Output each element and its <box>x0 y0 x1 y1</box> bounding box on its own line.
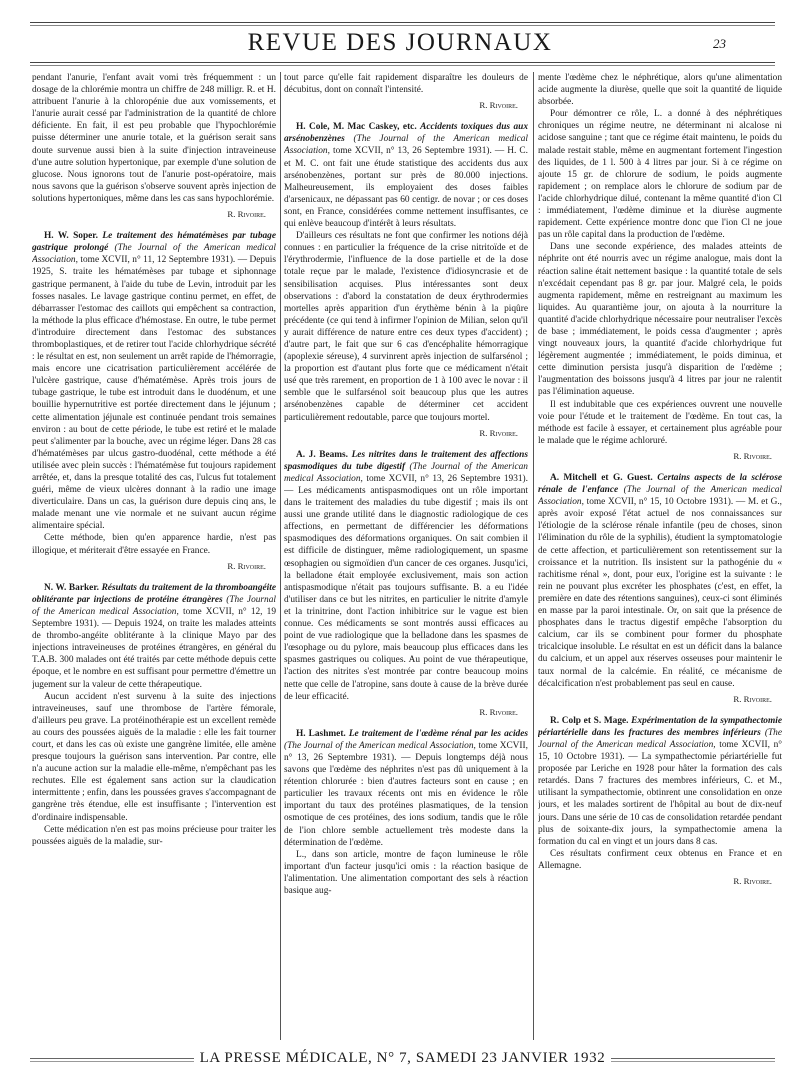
author-signature: R. Rivoire. <box>479 100 518 111</box>
article-authors: H. Lashmet. <box>296 728 346 739</box>
paragraph: Il est indubitable que ces expériences ouvrent une nouvelle voie pour l'étude et le traitement de l'œdème. En tout cas, la méthode est facile à essayer, et certainement plus agréable pour le malade que le régime achloruré. <box>538 399 782 446</box>
footer-imprint <box>30 1050 775 1067</box>
author-signature: R. Rivoire. <box>733 450 772 461</box>
header-rule-top <box>30 22 775 23</box>
article-title: Le traitement des hématémèses par tubage gastrique prolongé <box>32 231 276 254</box>
paragraph: mente l'œdème chez le néphrétique, alors qu'une alimentation acide augmente la diurèse, quelle que soit la quantité de liquide absorbée. <box>538 73 782 108</box>
paragraph: Cette médication n'en est pas moins précieuse pour traiter les poussées aiguës de la maladie, sur- <box>32 824 276 847</box>
header-rule-bottom-2 <box>30 65 775 66</box>
article-barker <box>32 582 276 691</box>
article-cole <box>284 121 528 230</box>
paragraph: Dans une seconde expérience, des malades atteints de néphrite ont été nourris avec un régime analogue, mais dont la réaction saline était nettement basique : la quantité totale de sels n'excédait cependant pas 8 gr. par jour. Malgré cela, le poids augmenta rapidement, même en restreignant au maximum les liquides. Au quarantième jour, on ajouta à la nourriture la quantité d'acide chlorhydrique nécessaire pour neutraliser l'excès de base ; immédiatement, le poids cessa d'augmenter ; après vingt nouveaux jours, la quantité d'acide chlorhydrique fut légèrement augmentée ; immédiatement, le poids diminua, et cette diminution persista jusqu'à disparition de l'œdème ; l'augmentation des boissons jusqu'à 4 litres par jour ne ralentit pas l'élimination aqueuse. <box>538 242 782 398</box>
article-authors: R. Colp et S. Mage. <box>550 715 629 726</box>
paragraph: D'ailleurs ces résultats ne font que confirmer les notions déjà connues : en particulier la fréquence de la crise nitritoïde et de l'érythrodermie, l'influence de la dose partielle et de la dose totale reçue par le malade, l'existence d'idiosyncrasie et de sensibilisation acquises. Plus intéressantes sont deux observations : d'abord la constatation de deux érythrodermies mortelles après apparition d'un érythème bénin à la piqûre précédente (ce qui tend à infirmer l'opinion de Milian, selon qu'il y aurait différence de nature entre ces deux types d'accident) ; d'autre part, le fait que sur 6 cas d'encéphalite hémorragique (apoplexie séreuse), 4 survinrent après injection de sulfarsénol ; la proportion est d'autant plus forte que ce médicament n'était usé que très rarement, en proportion de 1 à 100 avec le novar : il semble que le sulfarsénol soit beaucoup plus que les autres arsénobenzènes capable de déterminer cet accident particulièrement redoutable, parce que toujours mortel. <box>284 231 528 423</box>
article-authors: N. W. Barker. <box>44 582 99 593</box>
article-soper <box>32 230 276 532</box>
paragraph: Cette méthode, bien qu'en apparence hardie, n'est pas illogique, et mériterait d'être essayée en France. <box>32 533 276 556</box>
author-signature: R. Rivoire. <box>227 209 266 220</box>
column-3 <box>538 72 782 1042</box>
article-beams <box>284 449 528 703</box>
article-body: tome XCVII, n° 15, 10 Octobre 1931). — La sympathectomie périartérielle fut proposée par Leriche en 1928 pour hâter la formation des cals retardés. Dans 7 fractures des membres inférieurs, C. et M., utilisant la sympathectomie, obtinrent une consolidation en onze jours, et les malades sortirent de l'hôpital au bout de dix-neuf jours. Dans une série de 10 cas de consolidation retardée pendant plus de soixante-dix jours, la sympathectomie amena la formation du cal en vingt et un jours dans 8 cas. <box>538 739 782 847</box>
article-body: tome XCVII, n° 13, 26 Septembre 1931). — Depuis longtemps déjà nous savons que l'œdème des néphrites n'est pas dû uniquement à la rétention chlorurée : bien d'autres facteurs sont en cause ; en particulier les travaux récents ont mis en évidence le rôle important du taux des protéines plasmatiques, de la tension osmotique de ces protéines, des ions sodium, tandis que le rôle de l'ion chlore semble actuellement très modeste dans la détermination de l'œdème. <box>284 740 528 848</box>
column-divider-1 <box>280 72 281 1040</box>
article-colp-mage <box>538 715 782 848</box>
article-mitchell-guest <box>538 472 782 690</box>
paragraph: Ces résultats confirment ceux obtenus en France et en Allemagne. <box>538 848 782 871</box>
page-footer <box>30 1049 775 1069</box>
header-rule-top-2 <box>30 25 775 26</box>
article-body: tome XCVII, n° 11, 12 Septembre 1931). — Depuis 1925, S. traite les hématémèses par tubage et siphonnage gastrique permanent, à l'aide du tube de Levin, introduit par les fosses nasales. Le lavage gastrique continu permet, en effet, de débarrasser l'estomac des caillots qui empêchent sa contraction, la méthode la plus efficace d'hémostase. En outre, le tube permet d'introduire directement dans l'estomac des substances thromboplastiques, et de retirer tout l'acide chlorhydrique sécrété : le résultat en est, non seulement un arrêt rapide de l'hémorragie, mais encore une cicatrisation particulièrement accélérée de l'ulcère gastrique, cause d'hématémèse. Après trois jours de tubage gastrique, le tube est introduit dans le duodénum, et une bouillie hypernutritive est portée directement dans le jéjunum ; cette alimentation jéjunale est continuée pendant trois semaines environ : au bout de cette période, le tube est retiré et le malade peut s'alimenter par la bouche, avec un régime léger. Dans 28 cas d'hématémèses par ulcus gastro-duodénal, cette méthode a été utilisée avec plein succès : l'hématémèse fut toujours rapidement arrêtée, et, dans la presque totalité des cas, l'ulcus fut totalement guéri, même de vieux ulcères donnant à la radio une image diverticulaire. Dans un cas, la guérison dure depuis cinq ans, le malade menant une vie normale et ne suivant aucun régime alimentaire spécial. <box>32 255 276 532</box>
journal-section-title: REVUE DES JOURNAUX <box>247 29 553 56</box>
article-source: (The Journal of the American medical Association, <box>538 727 782 750</box>
article-title: Accidents toxiques dus aux arsénobenzènes <box>284 122 528 145</box>
article-title: Expérimentation de la sympathectomie périartérielle dans les fractures des membres inférieurs <box>538 715 782 738</box>
paragraph: Aucun accident n'est survenu à la suite des injections intraveineuses, sauf une thrombose de l'artère fémorale, d'ailleurs peu grave. La protéinothérapie est un excellent remède au cours des poussées aiguës de la maladie : elle les fait tourner court, et dans les cas où existe une gangrène limitée, elle amène presque toujours la guérison sans intervention. Par contre, elle n'a aucune action sur la maladie elle-même, n'empêchant pas les rechutes. Elle est également sans action sur la claudication intermittente ; enfin, dans les poussées graves s'accompagnant de gangrène très étendue, elle est insuffisante ; l'intervention est d'ordinaire indispensable. <box>32 691 276 823</box>
footer-imprint-text: LA PRESSE MÉDICALE, N° 7, SAMEDI 23 JANVIER 1932 <box>194 1050 612 1066</box>
paragraph: Pour démontrer ce rôle, L. a donné à des néphrétiques chroniques un régime neutre, ne déterminant ni alcalose ni acidose sanguine ; tant que ce régime était maintenu, le poids du malade restait stable, même en augmentant fortement l'ingestion des liquides, de 1 l. 500 à 4 litres par jour. Si à ce régime on ajoute 15 gr. de chlorure de sodium, le poids augmente rapidement ; on remplace alors le chlorure de sodium par de l'acide chlorhydrique dilué, contenant la même quantité d'ion Cl : immédiatement, l'œdème diminue et la diurèse augmente rapidement. Cette expérience montre donc que l'ion Cl ne joue pas un rôle capital dans la production de l'œdème. <box>538 109 782 241</box>
article-source: (The Journal of the American medical Association, <box>538 485 782 508</box>
article-source: (The Journal of the American medical Association, <box>32 594 276 617</box>
article-source: (The Journal of the American medical Association, <box>284 740 476 751</box>
column-divider-2 <box>533 72 534 1040</box>
column-2 <box>284 72 528 1042</box>
article-title: Les nitrites dans le traitement des affections spasmodiques du tube digestif <box>284 449 528 472</box>
article-authors: H. W. Soper. <box>44 231 98 242</box>
author-signature: R. Rivoire. <box>733 876 772 886</box>
author-signature: R. Rivoire. <box>733 693 772 704</box>
article-title: Résultats du traitement de la thromboangéite oblitérante par injections de protéine étrangères <box>32 582 276 605</box>
article-title: Le traitement de l'œdème rénal par les acides <box>348 728 528 739</box>
paragraph: tout parce qu'elle fait rapidement disparaître les douleurs de décubitus, dont on connaît l'intensité. <box>284 73 528 96</box>
article-lashmet <box>284 728 528 849</box>
column-1 <box>32 72 276 1042</box>
article-authors: A. Mitchell et G. Guest. <box>550 473 653 483</box>
author-signature: R. Rivoire. <box>227 560 266 571</box>
article-authors: H. Cole, M. Mac Caskey, etc. <box>296 122 417 133</box>
header-rule-bottom <box>30 62 775 63</box>
article-body: tome XCVII, n° 12, 19 Septembre 1931). — Depuis 1924, on traite les malades atteints de thrombo-angéite oblitérante à la clinique Mayo par des injections intraveineuses de protéines étrangères, en général du T.A.B. 300 malades ont été traités par cette méthode depuis cette époque, et le nombre en est suffisant pour permettre d'émettre un jugement sur la valeur de cette thérapeutique. <box>32 606 276 690</box>
paragraph: pendant l'anurie, l'enfant avait vomi très fréquemment : un dosage de la chlorémie montra un chiffre de 248 milligr. R. et H. attribuent l'anurie à la chloropénie due aux vomissements, et l'anurie aurait cessé par l'administration de la quantité de chlore déficiente. En fait, il est peu probable que l'hypochlorémie puisse déterminer une anurie totale, et la guérison serait sans doute survenue aussi bien à la suite d'injection intraveineuse d'une autre solution hypertonique, par exemple d'une solution de glucose. Nous ignorons tout de l'anurie post-opératoire, mais nous savons que la guérison s'observe souvent après injection de solutions hypertoniques, même dans les cas sans hypochlorémie. <box>32 73 276 204</box>
author-signature: R. Rivoire. <box>479 706 518 717</box>
article-title: Certains aspects de la sclérose rénale de l'enfance <box>538 473 782 496</box>
article-authors: A. J. Beams. <box>296 449 349 460</box>
page-number: 23 <box>713 36 726 51</box>
article-body: tome XCVII, n° 13, 26 Septembre 1931). — H. C. et M. C. ont fait une étude statistique des accidents dus aux arsénobenzènes, portant sur près de 80.000 injections. Malheureusement, ils employaient des doses faibles d'arsenicaux, ne dépassant pas 60 centigr. de novar ; or ces doses sont, en France, considérées comme nettement insuffisantes, ce qui enlève beaucoup d'intérêt à leurs résultats. <box>284 146 528 230</box>
paragraph: L., dans son article, montre de façon lumineuse le rôle important d'un facteur jusqu'ici omis : la réaction basique de l'alimentation. Une alimentation comportant des sels à réaction basique aug- <box>284 849 528 896</box>
article-source: (The Journal of the American medical Association, <box>284 461 528 484</box>
article-source: (The Journal of the American medical Association, <box>32 243 276 266</box>
author-signature: R. Rivoire. <box>479 427 518 438</box>
article-source: (The Journal of the American medical Association, <box>284 134 528 157</box>
article-body: tome XCVII, n° 13, 26 Septembre 1931). — Les médicaments antispasmodiques ont un rôle important dans le traitement des maladies du tube digestif ; mais ils ont aussi une grande utilité dans le diagnostic radiologique de ces affections, en permettant de différencier les déformations spasmodiques des déformations organiques. On sait combien il est difficile de distinguer, même radiologiquement, un spasme œsophagien ou sigmoïdien d'un cancer de ces organes. Jusqu'ici, la belladone était employée exclusivement, mais son action antispasmodique n'était pas toujours suffisante. B. a eu l'idée d'utiliser dans ce but les nitrites, en particulier le nitrite d'amyle et la trinitrine, dont l'action inhibitrice sur le vague est bien connue. Ces médicaments se sont montrés aussi efficaces au point de vue radiologique que la belladone dans les spasmes de l'œsophage ou du pylore, mais beaucoup plus efficaces dans les spasmes gastriques ou coliques. Au point de vue thérapeutique, l'action des nitrites s'est montrée par contre beaucoup moins nette que celle de l'atropine, sans doute à cause de la brève durée de leur efficacité. <box>284 473 528 702</box>
article-body: tome XCVII, n° 15, 10 Octobre 1931). — M. et G., après avoir exposé l'état actuel de nos connaissances sur l'étiologie de la sclérose rénale infantile (peu de choses, sinon l'élimination du rôle de la syphilis), étudient la symptomatologie de cette affection, et particulièrement son retentissement sur la croissance et la nutrition. Ils insistent sur la pathogénie du « rachitisme rénal », dont, pour eux, l'origine est la suivante : le rein ne pouvant plus excréter les phosphates (c'est, en effet, la première en date des rétentions sanguines), ceux-ci sont éliminés en masse par la paroi intestinale. Or, on sait que la présence de phosphates dans le tractus digestif empêche l'absorption du calcium, car ils se combinent pour former du phosphate tricalcique insoluble. Le résultat en est un déficit dans la balance du calcium, et un appel aux réserves osseuses pour maintenir le taux normal de la calcémie. En réalité, ce mécanisme de décalcification n'est probablement pas seul en cause. <box>538 497 782 689</box>
